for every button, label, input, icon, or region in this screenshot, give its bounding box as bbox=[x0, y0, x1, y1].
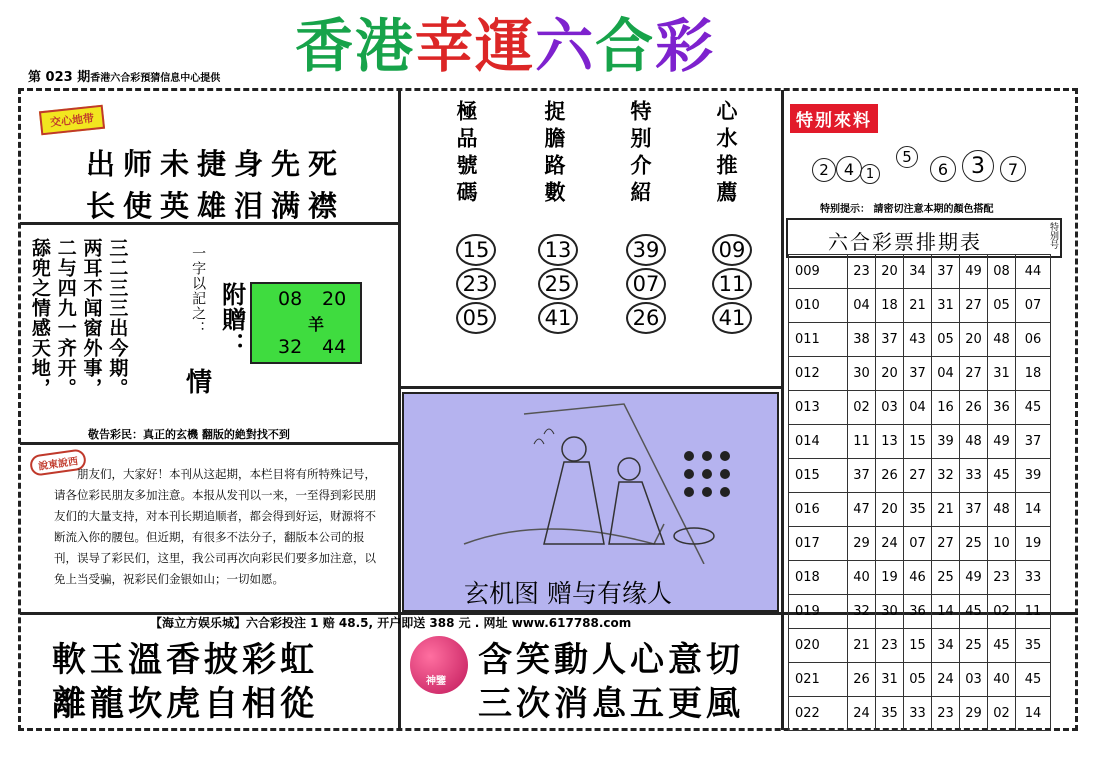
picture-caption: 玄机图 赠与有缘人 bbox=[464, 579, 672, 608]
number-cell: 49 bbox=[960, 561, 988, 595]
number-cell: 02 bbox=[848, 391, 876, 425]
number-cell: 04 bbox=[932, 357, 960, 391]
number-circle: 13 bbox=[538, 234, 578, 266]
number-circle: 11 bbox=[712, 268, 752, 300]
issue-number: 第 023 期 bbox=[28, 70, 91, 85]
number-cell: 31 bbox=[876, 663, 904, 697]
number-cell: 20 bbox=[876, 255, 904, 289]
table-row bbox=[789, 697, 1051, 731]
table-row bbox=[789, 629, 1051, 663]
number-cell: 49 bbox=[960, 255, 988, 289]
period-cell: 009 bbox=[789, 255, 848, 289]
number-circle: 41 bbox=[538, 302, 578, 334]
number-cell: 35 bbox=[876, 697, 904, 731]
number-cell: 27 bbox=[904, 459, 932, 493]
vertical-poem-cols bbox=[28, 238, 178, 438]
number-cell: 37 bbox=[904, 357, 932, 391]
title-char: 幸 bbox=[415, 12, 476, 80]
yin-yang-logo-icon bbox=[410, 636, 468, 694]
number-circle: 26 bbox=[626, 302, 666, 334]
number-cell: 37 bbox=[960, 493, 988, 527]
left-slogan-2: 離龍坎虎自相從 bbox=[52, 684, 318, 724]
number-cell: 39 bbox=[932, 425, 960, 459]
gift-number-2: 20 bbox=[322, 288, 347, 310]
number-cell: 40 bbox=[848, 561, 876, 595]
number-cell: 18 bbox=[876, 289, 904, 323]
title-char: 合 bbox=[595, 12, 656, 80]
number-cell: 29 bbox=[960, 697, 988, 731]
period-cell: 019 bbox=[789, 595, 848, 629]
number-cell: 16 bbox=[932, 391, 960, 425]
badge-heart-zone: 交心地带 bbox=[39, 105, 105, 136]
number-cell: 27 bbox=[932, 527, 960, 561]
period-cell: 018 bbox=[789, 561, 848, 595]
illustration bbox=[404, 394, 777, 564]
period-cell: 011 bbox=[789, 323, 848, 357]
logo-text: 神鑒 bbox=[426, 676, 446, 687]
gift-label: 附贈： bbox=[217, 282, 247, 357]
number-cell: 15 bbox=[904, 629, 932, 663]
special-cell: 19 bbox=[1016, 527, 1051, 561]
poem-line-1: 出师未捷身先死 bbox=[86, 147, 346, 181]
special-number: 2 bbox=[812, 158, 836, 182]
number-cell: 32 bbox=[932, 459, 960, 493]
special-cell: 06 bbox=[1016, 323, 1051, 357]
number-cell: 35 bbox=[904, 493, 932, 527]
number-circle: 05 bbox=[456, 302, 496, 334]
number-circle: 41 bbox=[712, 302, 752, 334]
table-row bbox=[789, 595, 1051, 629]
number-cell: 37 bbox=[932, 255, 960, 289]
special-cell: 39 bbox=[1016, 459, 1051, 493]
special-cell: 45 bbox=[1016, 391, 1051, 425]
number-cell: 34 bbox=[904, 255, 932, 289]
poem-col-1: 三二三三出今期。 bbox=[106, 238, 129, 398]
title-char: 港 bbox=[355, 12, 416, 80]
category-1: 極品號碼 bbox=[454, 100, 479, 208]
period-cell: 015 bbox=[789, 459, 848, 493]
number-cell: 49 bbox=[988, 425, 1016, 459]
number-cell: 40 bbox=[988, 663, 1016, 697]
period-cell: 012 bbox=[789, 357, 848, 391]
category-2: 捉膽路數 bbox=[542, 100, 567, 208]
period-cell: 020 bbox=[789, 629, 848, 663]
gift-number-4: 44 bbox=[322, 336, 347, 358]
number-cell: 23 bbox=[988, 561, 1016, 595]
poem-col-3: 二与四九一齐开。 bbox=[54, 238, 77, 398]
number-cell: 34 bbox=[932, 629, 960, 663]
number-cell: 19 bbox=[876, 561, 904, 595]
number-cell: 21 bbox=[904, 289, 932, 323]
special-number: 5 bbox=[896, 146, 918, 168]
number-cell: 27 bbox=[960, 357, 988, 391]
special-number: 4 bbox=[836, 156, 862, 182]
title-char: 六 bbox=[535, 12, 596, 80]
number-cell: 37 bbox=[848, 459, 876, 493]
number-cell: 25 bbox=[960, 527, 988, 561]
number-cell: 33 bbox=[960, 459, 988, 493]
mid-slogan-1: 含笑動人心意切 bbox=[478, 640, 744, 680]
table-row bbox=[789, 323, 1051, 357]
special-cell: 35 bbox=[1016, 629, 1051, 663]
number-cell: 38 bbox=[848, 323, 876, 357]
divider-right bbox=[781, 90, 784, 730]
talk-badge: 說東說西 bbox=[29, 448, 87, 477]
number-cell: 21 bbox=[848, 629, 876, 663]
issue-line bbox=[28, 66, 220, 85]
number-cell: 03 bbox=[960, 663, 988, 697]
number-cell: 47 bbox=[848, 493, 876, 527]
number-cell: 30 bbox=[848, 357, 876, 391]
table-row bbox=[789, 391, 1051, 425]
number-cell: 31 bbox=[988, 357, 1016, 391]
mid-slogan-2: 三次消息五更風 bbox=[478, 684, 744, 724]
mystery-picture bbox=[402, 392, 779, 612]
special-cell: 37 bbox=[1016, 425, 1051, 459]
number-cell: 27 bbox=[960, 289, 988, 323]
period-cell: 016 bbox=[789, 493, 848, 527]
number-cell: 25 bbox=[932, 561, 960, 595]
gift-word: 情 bbox=[186, 368, 213, 398]
number-cell: 48 bbox=[988, 493, 1016, 527]
number-cell: 36 bbox=[988, 391, 1016, 425]
number-cell: 20 bbox=[876, 493, 904, 527]
period-cell: 017 bbox=[789, 527, 848, 561]
divider-mid-1 bbox=[398, 386, 781, 389]
number-cell: 20 bbox=[960, 323, 988, 357]
number-cell: 31 bbox=[932, 289, 960, 323]
hint-column: 一字以記之： bbox=[190, 246, 207, 336]
number-cell: 11 bbox=[848, 425, 876, 459]
poem-line-2: 长使英雄泪满襟 bbox=[86, 189, 346, 223]
number-cell: 48 bbox=[960, 425, 988, 459]
special-badge: 特别來料 bbox=[790, 104, 878, 133]
special-number: 3 bbox=[962, 150, 994, 182]
number-cell: 20 bbox=[876, 357, 904, 391]
gift-number-1: 08 bbox=[278, 288, 303, 310]
number-cell: 43 bbox=[904, 323, 932, 357]
table-row bbox=[789, 425, 1051, 459]
number-cell: 30 bbox=[876, 595, 904, 629]
number-circle: 15 bbox=[456, 234, 496, 266]
period-cell: 013 bbox=[789, 391, 848, 425]
category-4: 心水推薦 bbox=[714, 100, 739, 208]
number-cell: 32 bbox=[848, 595, 876, 629]
divider-left bbox=[398, 90, 401, 730]
schedule-title: 六合彩票排期表 bbox=[828, 230, 982, 254]
number-cell: 46 bbox=[904, 561, 932, 595]
number-cell: 23 bbox=[848, 255, 876, 289]
special-cell: 07 bbox=[1016, 289, 1051, 323]
number-cell: 23 bbox=[932, 697, 960, 731]
number-cell: 45 bbox=[988, 629, 1016, 663]
number-cell: 48 bbox=[988, 323, 1016, 357]
title-char: 運 bbox=[475, 12, 536, 80]
table-row bbox=[789, 493, 1051, 527]
number-cell: 07 bbox=[904, 527, 932, 561]
special-cell: 14 bbox=[1016, 697, 1051, 731]
number-cell: 08 bbox=[988, 255, 1016, 289]
special-cell: 18 bbox=[1016, 357, 1051, 391]
number-cell: 33 bbox=[904, 697, 932, 731]
number-cell: 02 bbox=[988, 595, 1016, 629]
number-cell: 05 bbox=[932, 323, 960, 357]
number-cell: 04 bbox=[848, 289, 876, 323]
special-hint: 特别提示： 請密切注意本期的顏色搭配 bbox=[820, 204, 994, 215]
title-char: 彩 bbox=[655, 12, 716, 80]
special-cell: 33 bbox=[1016, 561, 1051, 595]
special-number: 6 bbox=[930, 156, 956, 182]
table-row bbox=[789, 289, 1051, 323]
issue-subtitle: 香港六合彩預猜信息中心提供 bbox=[90, 73, 221, 84]
number-circle: 09 bbox=[712, 234, 752, 266]
number-cell: 15 bbox=[904, 425, 932, 459]
number-cell: 04 bbox=[904, 391, 932, 425]
special-cell: 14 bbox=[1016, 493, 1051, 527]
period-cell: 010 bbox=[789, 289, 848, 323]
notice-text: 敬告彩民：真正的玄機 翻版的絶對找不到 bbox=[88, 428, 290, 441]
announcement-paragraph: 朋友们，大家好！本刊从这起期，本栏目将有所特殊记号，请各位彩民朋友多加注意。本报从发刊以一来，一至得到彩民朋友们的大量支持，对本刊长期追顺者，都会得到好运，财源将不断流入你的腰包。但近期，有很多不法分子，翻版本公司的报刊，误导了彩民们，这里，我公司再次向彩民们要多加注意，以免上当受骗，祝彩民们金银如山；一切如愿。 bbox=[54, 467, 376, 586]
number-cell: 03 bbox=[876, 391, 904, 425]
number-cell: 29 bbox=[848, 527, 876, 561]
schedule-corner: 特别号 bbox=[1048, 222, 1058, 249]
period-cell: 021 bbox=[789, 663, 848, 697]
number-cell: 23 bbox=[876, 629, 904, 663]
number-circle: 23 bbox=[456, 268, 496, 300]
number-cell: 05 bbox=[988, 289, 1016, 323]
title-char: 香 bbox=[295, 12, 356, 80]
left-slogan-1: 軟玉溫香披彩虹 bbox=[52, 640, 318, 680]
number-cell: 45 bbox=[988, 459, 1016, 493]
number-cell: 45 bbox=[960, 595, 988, 629]
number-circle: 39 bbox=[626, 234, 666, 266]
number-cell: 37 bbox=[876, 323, 904, 357]
number-cell: 24 bbox=[932, 663, 960, 697]
category-3: 特别介紹 bbox=[628, 100, 653, 208]
number-cell: 24 bbox=[848, 697, 876, 731]
main-title bbox=[295, 10, 855, 82]
schedule-header bbox=[786, 218, 1062, 258]
schedule-table bbox=[788, 254, 1051, 731]
period-cell: 022 bbox=[789, 697, 848, 731]
table-row bbox=[789, 561, 1051, 595]
poem-col-4: 舔兜之情感天地， bbox=[28, 238, 51, 398]
period-cell: 014 bbox=[789, 425, 848, 459]
special-cell: 45 bbox=[1016, 663, 1051, 697]
number-cell: 36 bbox=[904, 595, 932, 629]
table-row bbox=[789, 255, 1051, 289]
special-cell: 44 bbox=[1016, 255, 1051, 289]
special-cell: 11 bbox=[1016, 595, 1051, 629]
special-number: 7 bbox=[1000, 156, 1026, 182]
number-circle: 07 bbox=[626, 268, 666, 300]
divider-left-2 bbox=[20, 442, 398, 445]
number-cell: 26 bbox=[960, 391, 988, 425]
special-number: 1 bbox=[860, 164, 880, 184]
number-cell: 21 bbox=[932, 493, 960, 527]
table-row bbox=[789, 527, 1051, 561]
table-row bbox=[789, 459, 1051, 493]
number-cell: 05 bbox=[904, 663, 932, 697]
table-row bbox=[789, 663, 1051, 697]
gift-number-3: 32 bbox=[278, 336, 303, 358]
number-cell: 02 bbox=[988, 697, 1016, 731]
number-cell: 26 bbox=[876, 459, 904, 493]
number-cell: 26 bbox=[848, 663, 876, 697]
number-cell: 24 bbox=[876, 527, 904, 561]
number-cell: 13 bbox=[876, 425, 904, 459]
number-cell: 14 bbox=[932, 595, 960, 629]
ad-line: 【海立方娱乐城】六合彩投注 1 赔 48.5, 开户即送 388 元 . 网址 www.617788.com bbox=[150, 616, 632, 630]
table-row bbox=[789, 357, 1051, 391]
number-cell: 10 bbox=[988, 527, 1016, 561]
gift-zodiac: 羊 bbox=[308, 315, 325, 334]
gift-number-box bbox=[250, 282, 362, 364]
number-cell: 25 bbox=[960, 629, 988, 663]
number-circle: 25 bbox=[538, 268, 578, 300]
poem-col-2: 两耳不闻窗外事， bbox=[80, 238, 103, 398]
